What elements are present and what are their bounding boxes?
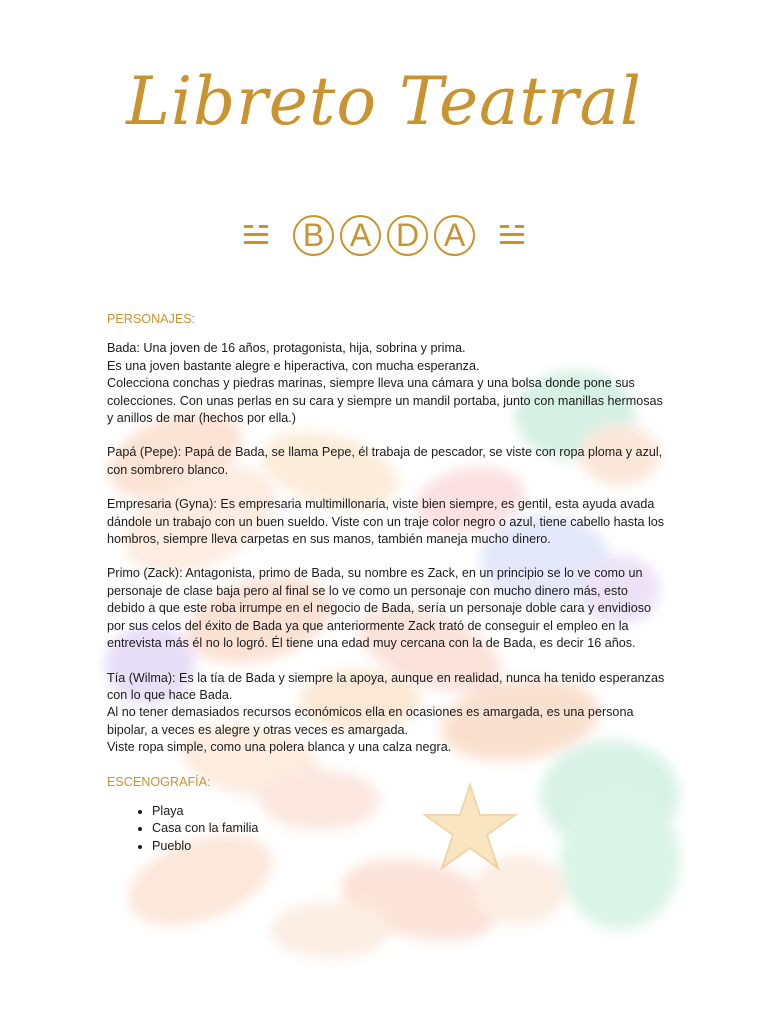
character-empresaria [107, 496, 667, 548]
escenografia-list [107, 803, 667, 855]
list-item: • Playa [152, 803, 667, 820]
character-line: Empresaria (Gyna): Es empresaria multimillonaria, viste bien siempre, es gentil, esta ayuda avada dándole un trabajo con un buen sueldo. Viste con un traje color negro o azul, tiene cabello hasta los hombros, siempre lleva carpetas en sus manos, también maneja mucho dinero. [107, 497, 665, 547]
document-body [107, 311, 667, 855]
circled-letter-a-2: A [434, 215, 475, 256]
character-line: Papá (Pepe): Papá de Bada, se llama Pepe, él trabaja de pescador, se viste con ropa ploma y azul, con sombrero blanco. [107, 445, 663, 477]
character-primo [107, 565, 667, 652]
personajes-heading: PERSONAJES: [107, 312, 196, 326]
character-line: Primo (Zack): Antagonista, primo de Bada, su nombre es Zack, en un principio se lo ve como un personaje de clase baja pero al final se lo ve como un personaje con mucho dinero más, esto debido a que este roba irrumpe en el negocio de Bada, sería un personaje doble cara y envidioso por sus celos del éxito de Bada ya que anteriormente Zack trató de conseguir el empleo en la entrevista más él no lo logró. Él tiene una edad muy cercana con la de Bada, es decir 16 años. [107, 566, 651, 651]
character-line: Es una joven bastante alegre e hiperactiva, con mucha esperanza. [107, 358, 480, 373]
character-line: Al no tener demasiados recursos económicos ella en ocasiones es amargada, es una persona bipolar, a veces es alegre y otras veces es amargada. [107, 705, 634, 737]
character-line: Tía (Wilma): Es la tía de Bada y siempre la apoya, aunque en realidad, nunca ha tenido esperanzas con lo que hace Bada. [107, 670, 665, 702]
list-item: • Pueblo [152, 838, 667, 855]
trigram-left-icon [241, 220, 271, 250]
character-tia [107, 670, 667, 757]
character-line: Viste ropa simple, como una polera blanca y una calza negra. [107, 740, 452, 755]
page-title: Libreto Teatral [126, 63, 642, 140]
character-papa [107, 444, 667, 479]
list-item: • Casa con la familia [152, 820, 667, 837]
character-line: Colecciona conchas y piedras marinas, siempre lleva una cámara y una bolsa donde pone sus colecciones. Con unas perlas en su cara y siempre un mandil portaba, junto con manillas hermosas y anillos de mar (hechos por ella.) [107, 376, 663, 426]
escenografia-heading: ESCENOGRAFÍA: [107, 774, 211, 789]
circled-letter-d: D [387, 215, 428, 256]
circled-letter-b: B [293, 215, 334, 256]
trigram-right-icon [497, 220, 527, 250]
character-bada [107, 340, 667, 427]
subtitle-bada [0, 205, 768, 265]
character-line: Bada: Una joven de 16 años, protagonista, hija, sobrina y prima. [107, 341, 466, 356]
circled-letter-a: A [340, 215, 381, 256]
